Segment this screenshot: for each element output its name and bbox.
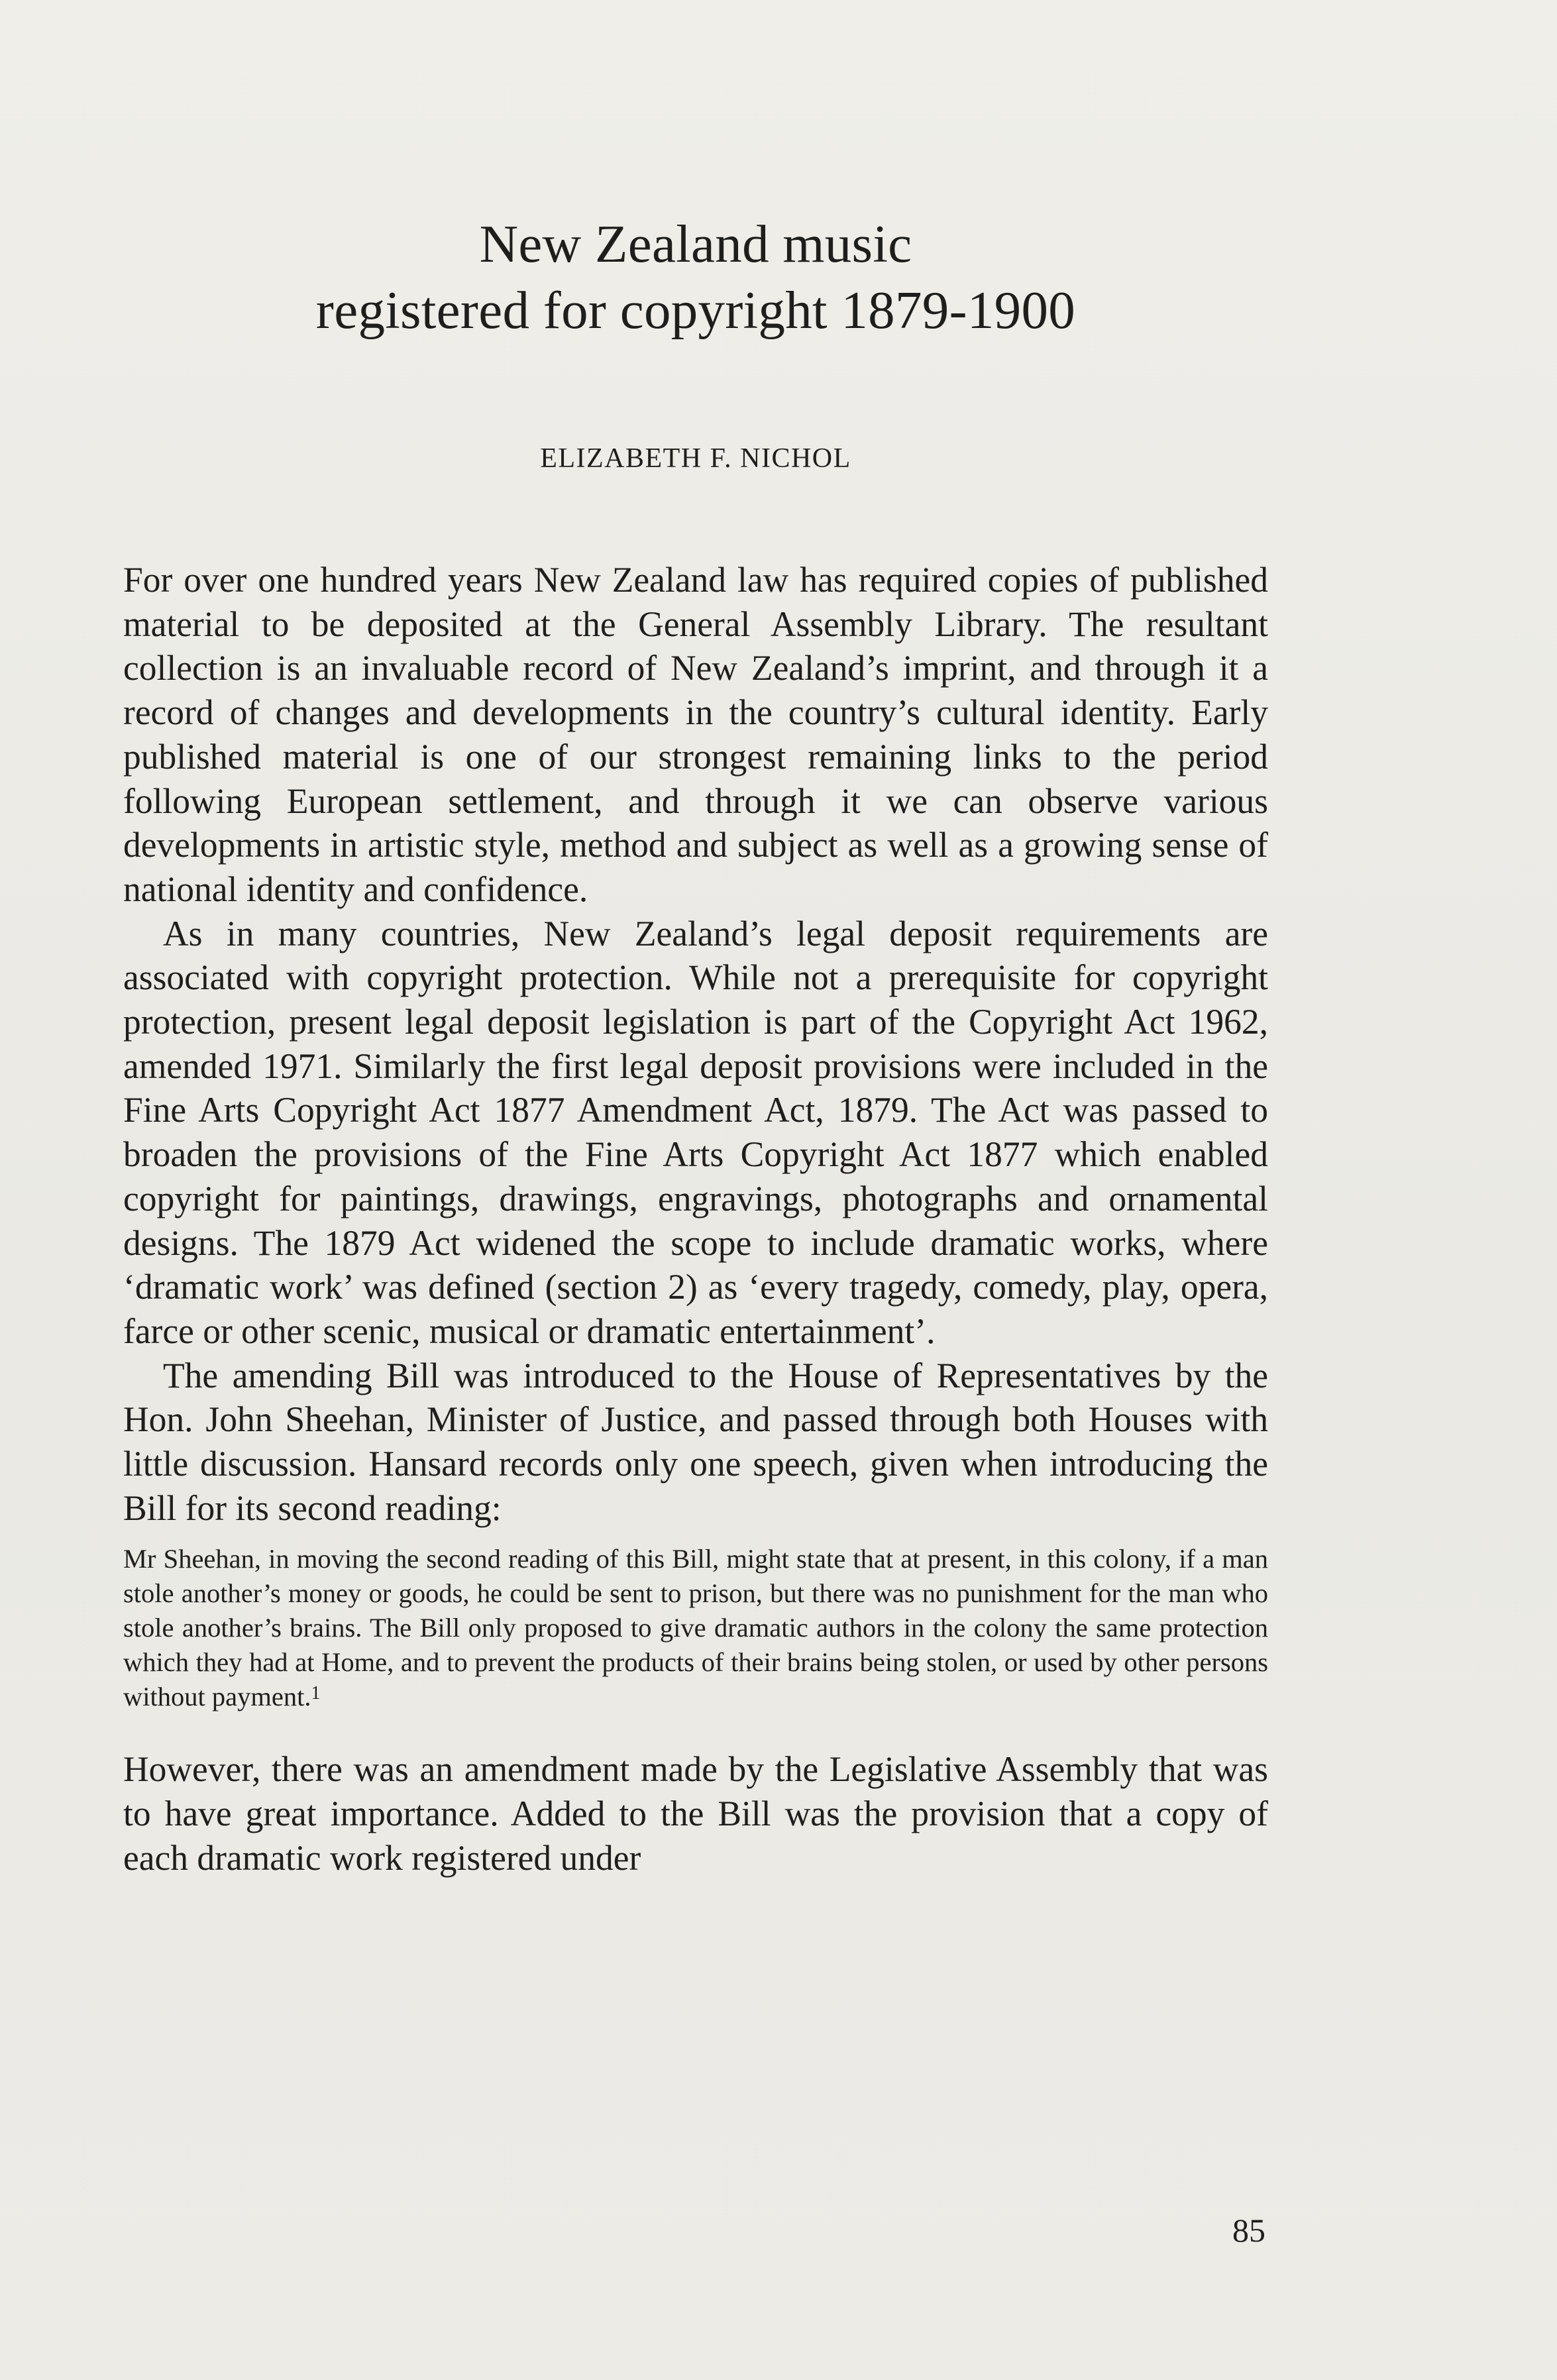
paragraph-2: As in many countries, New Zealand’s legal deposit requirements are associated with copyright protection. While not a prerequisite for copyright protection, present legal deposit legislation is part of the Copyright Act 1962, amended 1971. Similarly the first legal deposit provisions were included in the Fine Arts Copyright Act 1877 Amendment Act, 1879. The Act was passed to broaden the provisions of the Fine Arts Copyright Act 1877 which enabled copyright for paintings, drawings, engravings, photographs and ornamental designs. The 1879 Act widened the scope to include dramatic works, where ‘dramatic work’ was defined (section 2) as ‘every tragedy, comedy, play, opera, farce or other scenic, musical or dramatic entertainment’. xyxy=(123,913,1268,1351)
paragraph-4: However, there was an amendment made by the Legislative Assembly that was to have great importance. Added to the Bill was the provision that a copy of each dramatic work registered under xyxy=(123,1749,1268,1878)
block-quote xyxy=(123,1542,1268,1714)
article-body xyxy=(123,558,1268,1880)
page-number: 85 xyxy=(1232,2212,1265,2249)
article-title-line-2: registered for copyright 1879-1900 xyxy=(315,280,1076,340)
article-title xyxy=(123,211,1268,343)
article-title-line-1: New Zealand music xyxy=(479,214,912,274)
article-author: ELIZABETH F. NICHOL xyxy=(540,443,851,474)
paragraph-1: For over one hundred years New Zealand law has required copies of published material to be deposited at the General Assembly Library. The resultant collection is an invaluable record of New Zealand’s imprint, and through it a record of changes and developments in the country’s cultural identity. Early published material is one of our strongest remaining links to the period following European settlement, and through it we can observe various developments in artistic style, method and subject as well as a growing sense of national identity and confidence. xyxy=(123,560,1268,909)
block-quote-text: Mr Sheehan, in moving the second reading of this Bill, might state that at present, in this colony, if a man stole another’s money or goods, he could be sent to prison, but there was no punishment for the man who stole another’s brains. The Bill only proposed to give dramatic authors in the colony the same protection which they had at Home, and to prevent the products of their brains being stolen, or used by other persons without payment. xyxy=(123,1544,1268,1712)
footnote-marker: 1 xyxy=(311,1683,321,1704)
paragraph-3: The amending Bill was introduced to the House of Representatives by the Hon. John Sheehan, Minister of Justice, and passed through both Houses with little discussion. Hansard records only one speech, given when introducing the Bill for its second reading: xyxy=(123,1355,1268,1528)
